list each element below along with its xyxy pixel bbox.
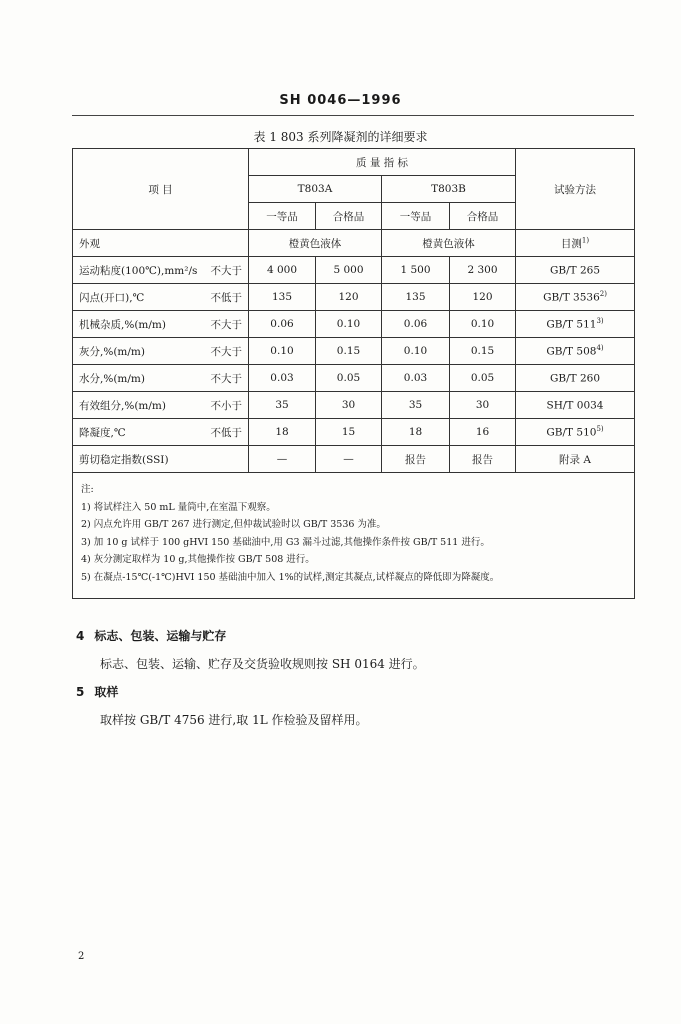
- item-name: 机械杂质,%(m/m) 不大于: [73, 311, 249, 338]
- value-cell: —: [249, 446, 316, 473]
- table-notes: [73, 473, 635, 599]
- section-text: 标志、包装、运输、贮存及交货验收规则按 SH 0164 进行。: [100, 657, 425, 671]
- section-heading: 4 标志、包装、运输与贮存: [76, 629, 227, 643]
- method-cell: GB/T 508$^{4)}$: [516, 338, 635, 365]
- table-row: [73, 284, 635, 311]
- qualified-header: 合格品: [450, 203, 516, 230]
- table-row: [73, 365, 635, 392]
- quality-header: 质 量 指 标: [249, 149, 516, 176]
- table-row: [73, 311, 635, 338]
- first-class-header: 一等品: [249, 203, 316, 230]
- value-cell: 0.06: [382, 311, 450, 338]
- value-cell: 18: [249, 419, 316, 446]
- value-cell: 0.10: [316, 311, 382, 338]
- value-cell: 0.03: [382, 365, 450, 392]
- value-cell: —: [316, 446, 382, 473]
- value-cell: 16: [450, 419, 516, 446]
- spec-table: [72, 148, 635, 599]
- method-header: 试验方法: [516, 149, 635, 230]
- grade-b-header: T803B: [382, 176, 516, 203]
- value-cell: 橙黄色液体: [249, 230, 382, 257]
- item-name: 降凝度,℃ 不低于: [73, 419, 249, 446]
- value-cell: 0.15: [316, 338, 382, 365]
- value-cell: 35: [382, 392, 450, 419]
- method-cell: 附录 A: [516, 446, 635, 473]
- note-line: 4) 灰分测定取样为 10 g,其他操作按 GB/T 508 进行。: [81, 554, 315, 565]
- value-cell: 135: [249, 284, 316, 311]
- item-header: 项 目: [73, 149, 249, 230]
- value-cell: 1 500: [382, 257, 450, 284]
- method-cell: GB/T 260: [516, 365, 635, 392]
- value-cell: 0.10: [382, 338, 450, 365]
- note-line: 3) 加 10 g 试样于 100 gHVI 150 基础油中,用 G3 漏斗过滤,其他操作条件按 GB/T 511 进行。: [81, 536, 490, 548]
- item-name: 剪切稳定指数(SSI): [73, 446, 249, 473]
- value-cell: 报告: [450, 446, 516, 473]
- method-cell: GB/T 511$^{3)}$: [516, 311, 635, 338]
- value-cell: 120: [316, 284, 382, 311]
- notes-title: 注:: [81, 484, 94, 495]
- value-cell: 2 300: [450, 257, 516, 284]
- section-heading: 5 取样: [76, 685, 119, 699]
- value-cell: 18: [382, 419, 450, 446]
- method-cell: SH/T 0034: [516, 392, 635, 419]
- item-name: 有效组分,%(m/m) 不小于: [73, 392, 249, 419]
- table-row: [73, 446, 635, 473]
- value-cell: 0.10: [249, 338, 316, 365]
- value-cell: 135: [382, 284, 450, 311]
- item-name: 外观: [73, 230, 249, 257]
- standard-header: SH 0046—1996: [279, 93, 402, 108]
- value-cell: 35: [249, 392, 316, 419]
- header-rule: [72, 115, 634, 116]
- item-name: 闪点(开口),℃ 不低于: [73, 284, 249, 311]
- value-cell: 4 000: [249, 257, 316, 284]
- note-line: 1) 将试样注入 50 mL 量筒中,在室温下观察。: [81, 501, 276, 513]
- value-cell: 橙黄色液体: [382, 230, 516, 257]
- value-cell: 0.03: [249, 365, 316, 392]
- table-row: [73, 230, 635, 257]
- item-name: 运动粘度(100℃),mm²/s 不大于: [73, 257, 249, 284]
- value-cell: 0.05: [450, 365, 516, 392]
- value-cell: 0.10: [450, 311, 516, 338]
- grade-a-header: T803A: [249, 176, 382, 203]
- value-cell: 30: [316, 392, 382, 419]
- method-cell: 目测$^{1)}$: [516, 230, 635, 257]
- value-cell: 报告: [382, 446, 450, 473]
- table-caption: 表 1 803 系列降凝剂的详细要求: [253, 130, 428, 144]
- value-cell: 15: [316, 419, 382, 446]
- value-cell: 5 000: [316, 257, 382, 284]
- section-text: 取样按 GB/T 4756 进行,取 1L 作检验及留样用。: [100, 713, 368, 727]
- value-cell: 30: [450, 392, 516, 419]
- value-cell: 0.05: [316, 365, 382, 392]
- item-name: 水分,%(m/m) 不大于: [73, 365, 249, 392]
- qualified-header: 合格品: [316, 203, 382, 230]
- note-line: 5) 在凝点-15℃(-1℃)HVI 150 基础油中加入 1%的试样,测定其凝点,试样凝点的降低即为降凝度。: [81, 571, 500, 583]
- note-line: 2) 闪点允许用 GB/T 267 进行测定,但仲裁试验时以 GB/T 3536 为准。: [81, 519, 386, 530]
- table-row: [73, 392, 635, 419]
- item-name: 灰分,%(m/m) 不大于: [73, 338, 249, 365]
- table-row: [73, 338, 635, 365]
- method-cell: GB/T 265: [516, 257, 635, 284]
- value-cell: 120: [450, 284, 516, 311]
- value-cell: 0.15: [450, 338, 516, 365]
- first-class-header: 一等品: [382, 203, 450, 230]
- table-row: [73, 257, 635, 284]
- method-cell: GB/T 510$^{5)}$: [516, 419, 635, 446]
- table-row: [73, 419, 635, 446]
- value-cell: 0.06: [249, 311, 316, 338]
- page-number: 2: [78, 951, 85, 962]
- method-cell: GB/T 3536$^{2)}$: [516, 284, 635, 311]
